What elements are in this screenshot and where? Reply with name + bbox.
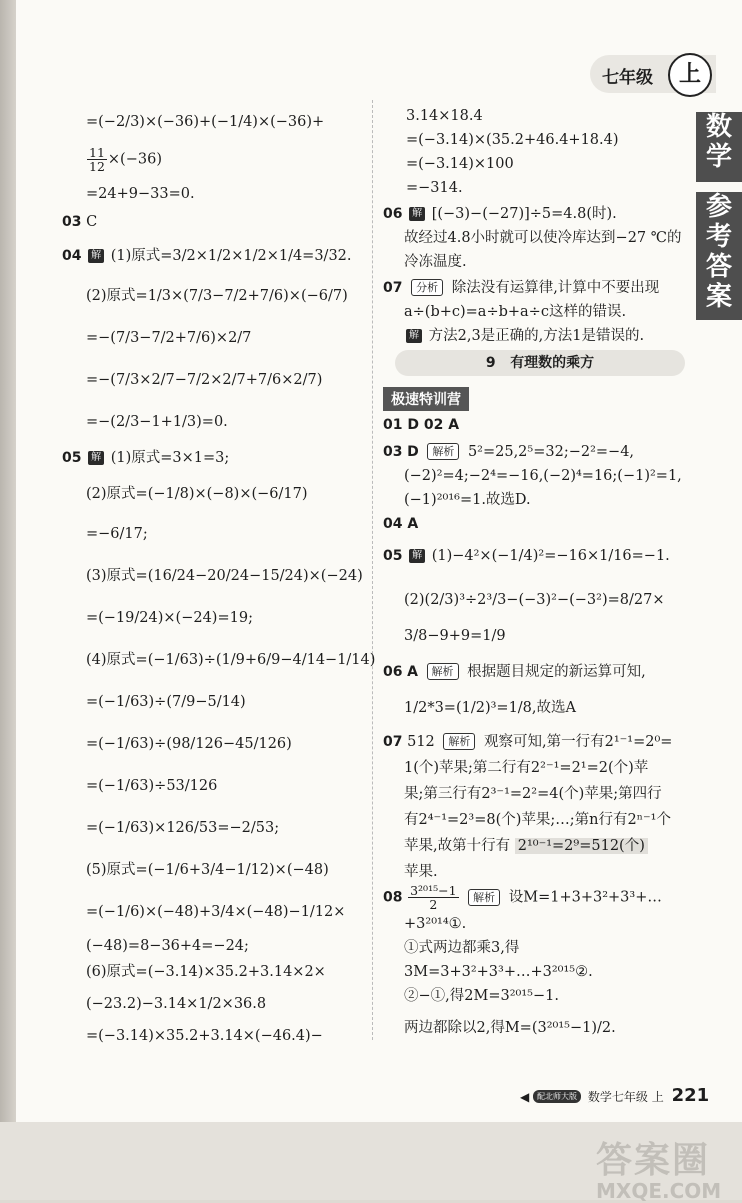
solution-tag: 解 [88,451,104,465]
question-number: 05 [383,548,403,564]
watermark-text: 答案圈 [596,1140,711,1181]
s07-highlight: 2¹⁰⁻¹=2⁹=512(个) [515,838,648,854]
q06-line-2: 故经过4.8小时就可以使冷库达到−27 ℃的 [404,230,682,246]
fraction-11-12: $\frac{11}{12}$ [89,145,105,174]
watermark-url: MXQE.COM [596,1179,722,1203]
q05-line-2: (2)原式=(−1/8)×(−8)×(−6/17) [86,486,308,502]
answer-letter: D [407,444,419,460]
question-number: 06 [383,664,403,680]
q05-line-12: =(−1/6)×(−48)+3/4×(−48)−1/12× [86,904,346,920]
s05-line-3: 3/8−9+9=1/9 [404,628,506,644]
explanation-tag: 解析 [427,443,459,460]
s07-line-3: 果;第三行有2³⁻¹=2²=4(个)苹果;第四行 [404,786,662,802]
s06-line-2: 1/2*3=(1/2)³=1/8,故选A [404,700,576,716]
s07-line-5-text: 苹果,故第十行有 [404,838,511,854]
edition-logo: 配北师大版 [533,1090,581,1103]
explanation-tag: 解析 [427,663,459,680]
s05-line-2: (2)(2/3)³÷2³/3−(−3)²−(−3²)=8/27× [404,592,665,608]
q05-line-3: =−6/17; [86,526,148,542]
s08-line-4: 3M=3+3²+3³+…+3²⁰¹⁵②. [404,964,593,980]
question-s07 [383,732,672,752]
answer-letter: A [407,664,418,680]
grade-tab [590,55,716,93]
subject-char-1: 数 [705,112,732,142]
solution-tag: 解 [406,329,422,343]
question-07 [383,278,659,298]
q05-line-14: (6)原式=(−3.14)×35.2+3.14×2× [86,964,326,980]
right-line-3: =(−3.14)×100 [406,156,514,172]
q05-line-4: (3)原式=(16/24−20/24−15/24)×(−24) [86,568,363,584]
q04-line-1: (1)原式=3/2×1/2×1/2×1/4=3/32. [110,248,352,264]
q05-line-10: =(−1/63)×126/53=−2/53; [86,820,280,836]
training-camp-label: 极速特训营 [383,387,469,411]
left-line-3: =24+9−33=0. [86,186,195,202]
q05-line-16: =(−3.14)×35.2+3.14×(−46.4)− [86,1028,323,1044]
q04-line-3: =−(7/3−7/2+7/6)×2/7 [86,330,252,346]
term-mark: 上 [651,1090,664,1104]
s03-line-1: 5²=25,2⁵=32;−2²=−4, [467,444,635,460]
s08-line-5: ②−①,得2M=3²⁰¹⁵−1. [404,988,559,1004]
grade-label: 七年级 [602,68,653,88]
question-03 [62,212,97,232]
s04-answer: 04 A [383,516,419,532]
question-number: 06 [383,206,403,222]
right-line-4: =−314. [406,180,463,196]
explanation-tag: 解析 [443,733,475,750]
section-heading [395,350,685,376]
page-number: 221 [671,1085,710,1106]
q05-line-7: =(−1/63)÷(7/9−5/14) [86,694,246,710]
s01-02-answers: 01 D 02 A [383,417,460,433]
s07-line-1: 观察可知,第一行有2¹⁻¹=2⁰= [484,734,673,750]
arrow-left-icon: ◀ [520,1090,530,1104]
subject-char-2: 学 [705,142,732,172]
binding-gutter [0,0,16,1200]
question-number: 07 [383,280,403,296]
q06-line-1: [(−3)−(−27)]÷5=4.8(时). [431,206,617,222]
column-divider [372,100,373,1040]
left-line-1: =(−2/3)×(−36)+(−1/4)×(−36)+ [86,114,325,130]
side-tab-answers [696,192,742,320]
answers-char-4: 案 [705,282,732,312]
q07-line-3-text: 方法2,3是正确的,方法1是错误的. [428,328,645,344]
question-04 [62,246,352,266]
answers-char-1: 参 [705,192,732,222]
s03-line-2: (−2)²=4;−2⁴=−16,(−2)⁴=16;(−1)²=1, [404,468,682,484]
s08-line-2: +3²⁰¹⁴①. [404,916,467,932]
q05-line-8: =(−1/63)÷(98/126−45/126) [86,736,292,752]
q05-line-13: (−48)=8−36+4=−24; [86,938,249,954]
s08-line-3: ①式两边都乘3,得 [404,940,520,956]
solution-tag: 解 [409,549,425,563]
s05-line-1: (1)−4²×(−1/4)²=−16×1/16=−1. [431,548,670,564]
explanation-tag: 解析 [468,889,500,906]
q05-line-1: (1)原式=3×1=3; [110,450,230,466]
s06-line-1: 根据题目规定的新运算可知, [467,664,646,680]
q05-line-9: =(−1/63)÷53/126 [86,778,218,794]
question-s08 [383,884,662,911]
page-footer [520,1085,709,1106]
s08-line-1: 设M=1+3+3²+3³+… [508,889,662,906]
question-06 [383,204,617,224]
s07-line-5 [404,836,648,856]
q05-line-6: (4)原式=(−1/63)÷(1/9+6/9−4/14−1/14) [86,652,376,668]
answers-char-2: 考 [705,222,732,252]
question-number: 03 [62,214,82,230]
side-tab-subject [696,112,742,182]
q07-line-3 [404,326,644,346]
s08-answer-fraction: $\frac{\text{3²⁰¹⁵−1}}{2}$ [410,883,457,912]
s08-line-6: 两边都除以2,得M=(3²⁰¹⁵−1)/2. [404,1020,616,1036]
section-number: 9 [485,355,496,371]
q06-line-3: 冷冻温度. [404,254,467,270]
question-number: 04 [62,248,82,264]
section-title: 有理数的乘方 [510,355,595,371]
q04-line-2: (2)原式=1/3×(7/3−7/2+7/6)×(−6/7) [86,288,348,304]
right-line-2: =(−3.14)×(35.2+46.4+18.4) [406,132,619,148]
answer-value: 512 [407,734,435,750]
q07-line-1: 除法没有运算律,计算中不要出现 [451,280,660,296]
answers-char-3: 答 [705,252,732,282]
left-line-2 [86,146,162,173]
answer-text: C [86,214,98,230]
question-s06 [383,662,646,682]
right-line-1: 3.14×18.4 [406,108,483,124]
q05-line-5: =(−19/24)×(−24)=19; [86,610,253,626]
s07-line-2: 1(个)苹果;第二行有2²⁻¹=2¹=2(个)苹 [404,760,649,776]
left-line-2-tail: ×(−36) [107,151,162,168]
term-badge: 上 [668,53,712,97]
solution-tag: 解 [409,207,425,221]
question-number: 08 [383,889,403,906]
watermark [596,1132,721,1203]
analysis-tag: 分析 [411,279,443,296]
question-number: 03 [383,444,403,460]
solution-tag: 解 [88,249,104,263]
question-s03 [383,442,634,462]
question-05 [62,448,229,468]
book-title: 数学七年级 [587,1090,648,1104]
q04-line-4: =−(7/3×2/7−7/2×2/7+7/6×2/7) [86,372,323,388]
s07-line-4: 有2⁴⁻¹=2³=8(个)苹果;…;第n行有2ⁿ⁻¹个 [404,812,671,828]
q07-line-2: a÷(b+c)=a÷b+a÷c这样的错误. [404,304,627,320]
question-number: 07 [383,734,403,750]
s03-line-3: (−1)²⁰¹⁶=1.故选D. [404,492,531,508]
q04-line-5: =−(2/3−1+1/3)=0. [86,414,228,430]
s07-line-6: 苹果. [404,864,438,880]
question-s05 [383,546,670,566]
q05-line-11: (5)原式=(−1/6+3/4−1/12)×(−48) [86,862,329,878]
question-number: 05 [62,450,82,466]
q05-line-15: (−23.2)−3.14×1/2×36.8 [86,996,267,1012]
